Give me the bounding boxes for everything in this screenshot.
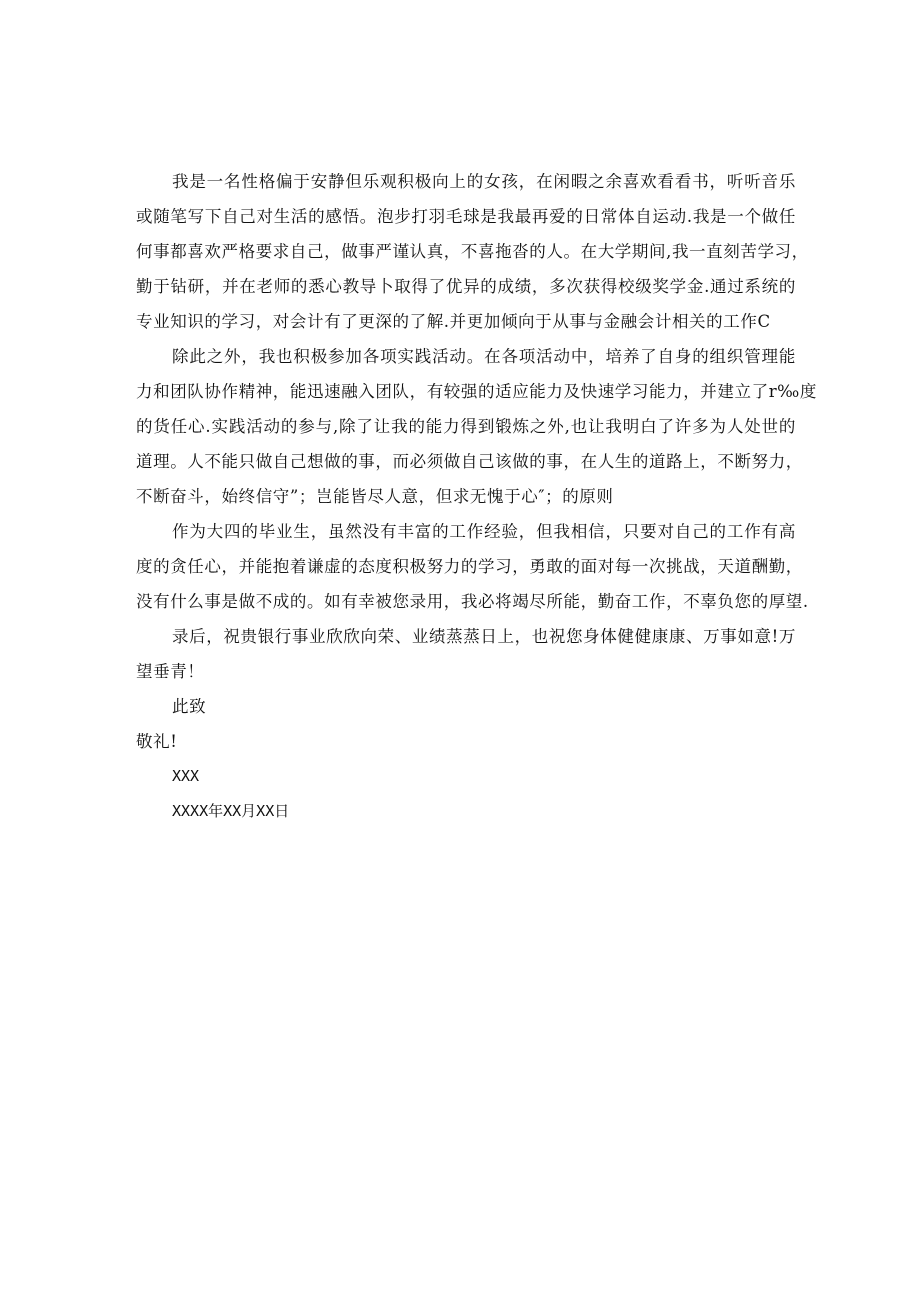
paragraph-1-line-2: 或随笔写下自己对生活的感悟。泡步打羽毛球是我最再爱的日常体自运动.我是一个做任 xyxy=(136,207,796,226)
date: XXXX年XX月XX日 xyxy=(172,802,290,820)
paragraph-3-line-2: 度的贪任心，并能抱着谦虚的态度积极努力的学习，勇敢的面对每一次挑战，天道酬勤， xyxy=(136,557,803,576)
paragraph-4-line-1: 录后，祝贵银行事业欣欣向荣、业绩蒸蒸日上，也祝您身体健健康康、万事如意!万 xyxy=(172,627,796,646)
closing-text: 此致 xyxy=(172,697,207,716)
letter-body xyxy=(136,164,818,829)
paragraph-2-line-5: 不断奋斗，始终信守”；岂能皆尽人意，但求无愧于心″；的原则 xyxy=(136,487,614,506)
paragraph-2-line-3: 的货任心.实践活动的参与,除了让我的能力得到锻炼之外,也让我明白了许多为人处世的 xyxy=(136,417,796,436)
paragraph-1-line-4: 勤于钻研，并在老师的悉心教导卜取得了优异的成绩，多次获得校级奖学金.通过系统的 xyxy=(136,277,796,296)
paragraph-3-line-1: 作为大四的毕业生，虽然没有丰富的工作经验，但我相信，只要对自己的工作有高 xyxy=(172,522,796,541)
salute-text: 敬礼! xyxy=(136,732,178,751)
paragraph-1-line-5: 专业知识的学习，对会计有了更深的了解.并更加倾向于从事与金融会计相关的工作C xyxy=(136,312,771,331)
paragraph-2-line-2: 力和团队协作精神，能迅速融入团队，有较强的适应能力及快速学习能力，并建立了r‰度 xyxy=(136,382,818,401)
paragraph-2-line-4: 道理。人不能只做自己想做的事，而必须做自己该做的事，在人生的道路上，不断努力， xyxy=(136,452,803,471)
paragraph-3-line-3: 没有什么事是做不成的。如有幸被您录用，我必将竭尽所能，勤奋工作，不辜负您的厚望. xyxy=(136,592,809,611)
paragraph-1-line-1: 我是一名性格偏于安静但乐观积极向上的女孩，在闲暇之余喜欢看看书，听听音乐 xyxy=(172,172,796,191)
paragraph-2-line-1: 除此之外，我也积极参加各项实践活动。在各项活动中，培养了自身的组织管理能 xyxy=(172,347,796,366)
signature: XXX xyxy=(172,767,200,785)
paragraph-1-line-3: 何事都喜欢严格要求自己，做事严谨认真，不喜拖沓的人。在大学期间,我一直刻苦学习， xyxy=(136,242,809,261)
paragraph-4-line-2: 望垂青！ xyxy=(136,662,205,681)
